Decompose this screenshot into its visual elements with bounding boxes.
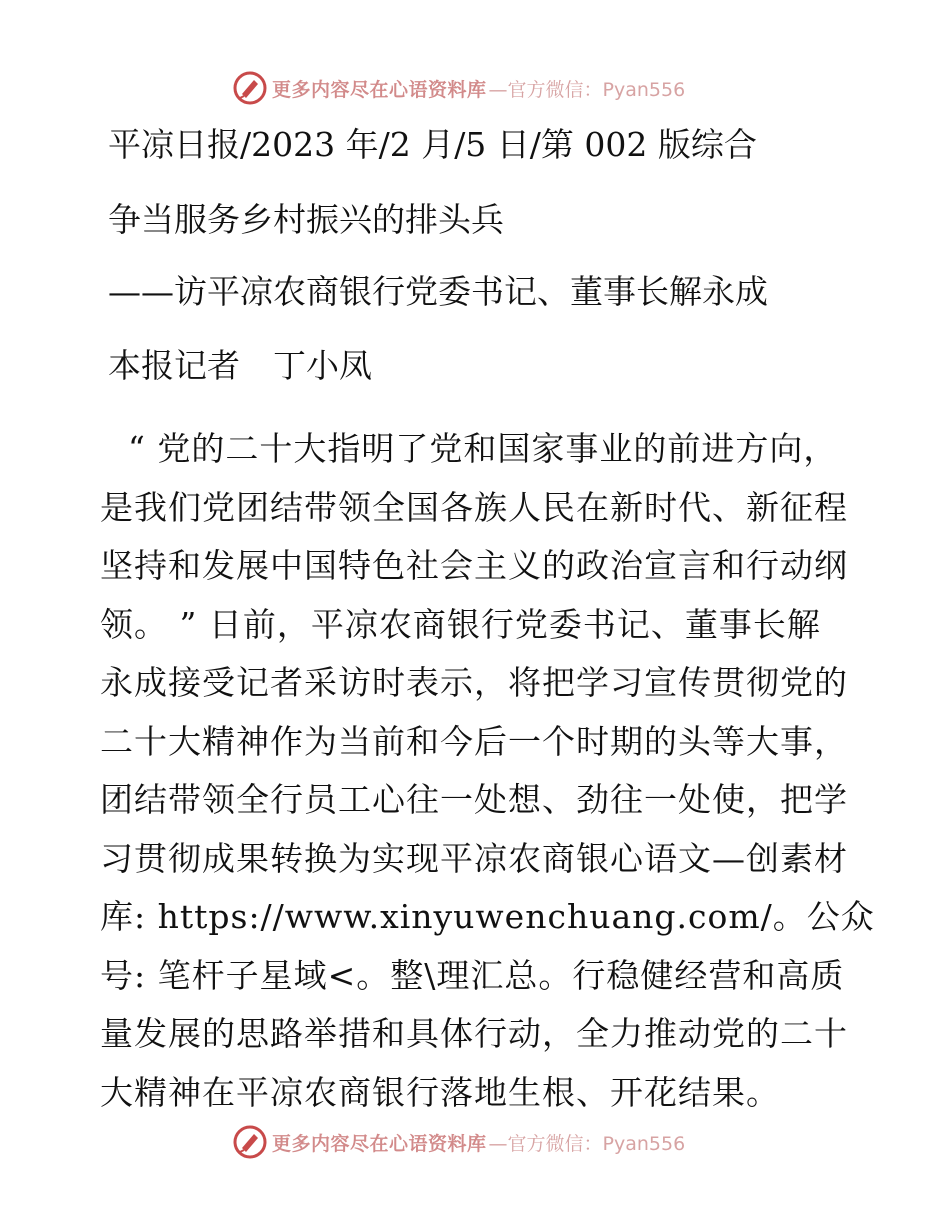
- body-line: 坚持和发展中国特色社会主义的政治宣言和行动纲: [100, 546, 848, 585]
- body-line: 是我们党团结带领全国各族人民在新时代、新征程: [100, 487, 848, 527]
- body-line: 量发展的思路举措和具体行动，全力推动党的二十: [100, 1014, 848, 1053]
- body-line: 永成接受记者采访时表示，将把学习宣传贯彻党的: [100, 663, 848, 702]
- body-line: 领。 ” 日前，平凉农商银行党委书记、董事长解: [100, 604, 821, 644]
- brand-logo-icon: [232, 1124, 268, 1160]
- watermark-banner-bottom: [232, 1124, 685, 1160]
- article-subtitle: ——访平凉农商银行党委书记、董事长解永成: [108, 272, 768, 311]
- byline: 本报记者 丁小凤: [108, 346, 372, 385]
- body-line: 团结带领全行员工心往一处想、劲往一处使，把学: [100, 780, 848, 819]
- brand-logo-icon: [232, 70, 268, 106]
- article-title: 争当服务乡村振兴的排头兵: [108, 200, 504, 239]
- watermark-sub-text: —官方微信：Pyan556: [488, 1132, 686, 1155]
- article-body: [100, 420, 875, 1122]
- watermark-main-text: 更多内容尽在心语资料库: [272, 1132, 487, 1155]
- body-line: 库: https://www.xinyuwenchuang.com/。公众: [100, 897, 875, 936]
- watermark-banner-top: [232, 70, 685, 106]
- watermark-sub-text: —官方微信：Pyan556: [488, 78, 686, 101]
- watermark-main-text: 更多内容尽在心语资料库: [272, 78, 487, 101]
- body-line: 号: 笔杆子星域<。整\理汇总。行稳健经营和高质: [100, 955, 845, 995]
- body-line: 二十大精神作为当前和今后一个时期的头等大事，: [100, 721, 848, 761]
- source-line: 平凉日报/2023 年/2 月/5 日/第 002 版综合: [108, 125, 757, 164]
- body-line: 大精神在平凉农商银行落地生根、开花结果。: [100, 1072, 780, 1112]
- body-line: “ 党的二十大指明了党和国家事业的前进方向，: [128, 429, 838, 468]
- body-line: 习贯彻成果转换为实现平凉农商银心语文—创素材: [100, 838, 848, 878]
